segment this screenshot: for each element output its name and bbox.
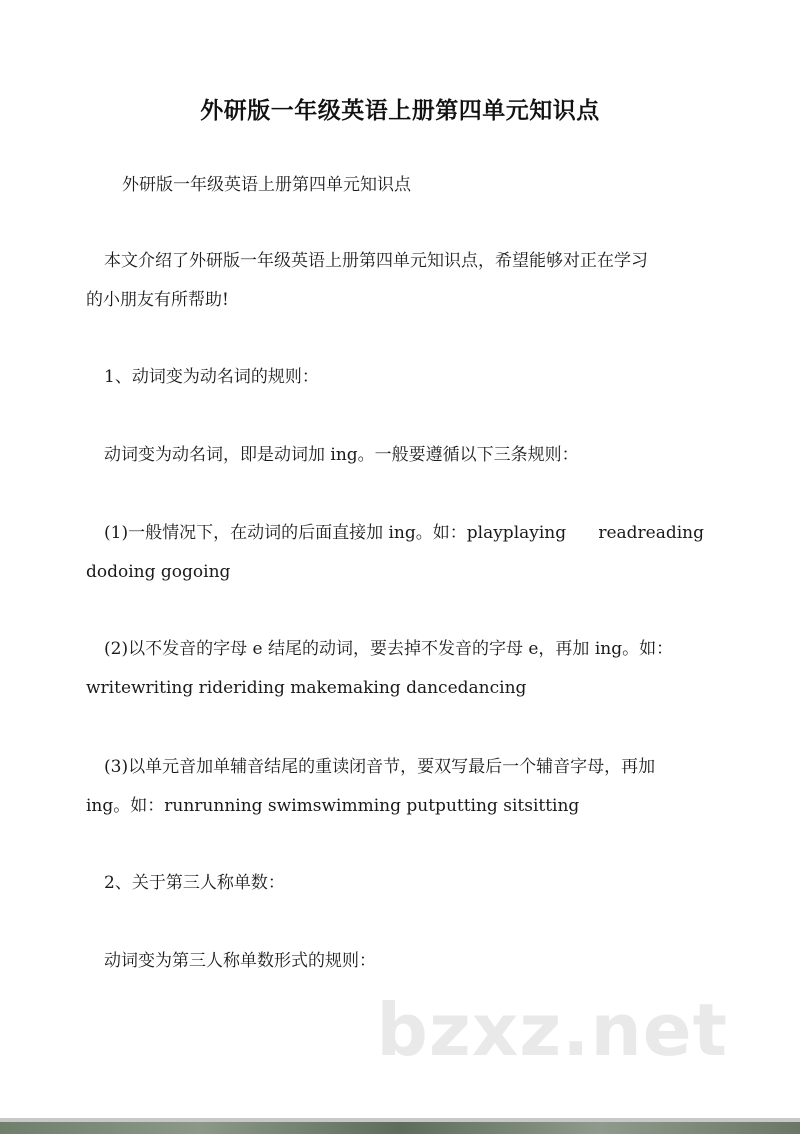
- section2-heading: [86, 864, 706, 903]
- section2-heading-text: 2、关于第三人称单数：: [104, 873, 285, 893]
- rule1-line-1-right: readreading: [598, 523, 704, 543]
- rule1-line-2: dodoing gogoing: [86, 562, 231, 582]
- intro-line-1: 本文介绍了外研版一年级英语上册第四单元知识点，希望能够对正在学习: [104, 251, 648, 271]
- section1-heading-text: 1、动词变为动名词的规则：: [104, 367, 319, 387]
- section1-intro-text: 动词变为动名词，即是动词加 ing。一般要遵循以下三条规则：: [104, 445, 579, 465]
- section1-intro: [86, 436, 706, 475]
- watermark: bzxz.net: [376, 988, 728, 1072]
- section1-heading: [86, 358, 706, 397]
- rule1-line-1: [86, 514, 704, 553]
- rule2-line-1: (2)以不发音的字母 e 结尾的动词，要去掉不发音的字母 e，再加 ing。如：: [104, 639, 674, 659]
- intro-line-2: 的小朋友有所帮助!: [86, 290, 229, 310]
- section2-intro-text: 动词变为第三人称单数形式的规则：: [104, 951, 376, 971]
- subtitle-text: 外研版一年级英语上册第四单元知识点: [122, 175, 411, 195]
- rule1-line-1-left: (1)一般情况下，在动词的后面直接加 ing。如：playplaying: [104, 523, 567, 543]
- rule1-paragraph: [86, 514, 706, 592]
- intro-paragraph: [86, 242, 706, 320]
- rule3-paragraph: [86, 748, 706, 826]
- rule2-line-2: writewriting rideriding makemaking dancedancing: [86, 678, 527, 698]
- document-title: 外研版一年级英语上册第四单元知识点: [200, 98, 600, 124]
- rule3-line-1: (3)以单元音加单辅音结尾的重读闭音节，要双写最后一个辅音字母，再加: [104, 757, 656, 777]
- rule3-line-2: ing。如：runrunning swimswimming putputting sitsitting: [86, 796, 580, 816]
- section2-intro: [86, 942, 706, 981]
- rule2-paragraph: [86, 630, 706, 708]
- subtitle-paragraph: [104, 166, 724, 205]
- bottom-strip: [0, 1118, 800, 1134]
